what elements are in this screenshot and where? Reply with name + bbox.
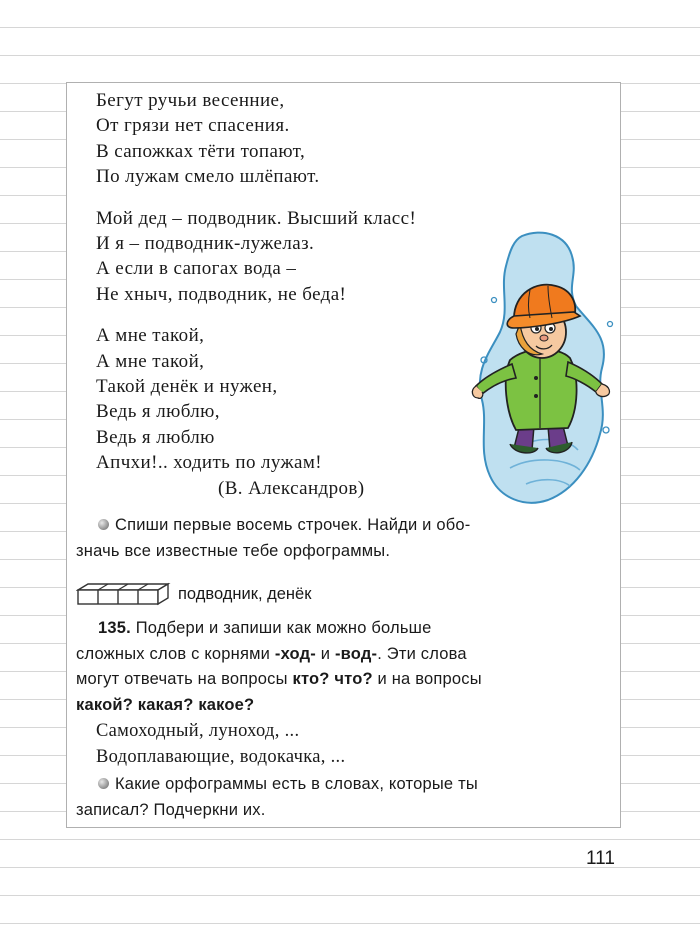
task-text: Спиши первые восемь строчек. Найди и обо- [115, 516, 471, 534]
task-text: значь все известные тебе орфограммы. [76, 541, 391, 560]
boy-in-puddle-illustration [470, 228, 618, 510]
exercise-text: Подбери и запиши как можно больше [135, 619, 432, 637]
task-copy-lines [76, 513, 616, 564]
dictionary-words: подводник, денёк [178, 585, 312, 603]
poem-line: А мне такой, [96, 350, 205, 372]
task-text: Какие орфограммы есть в словах, которые ты [115, 775, 478, 793]
poem-line: А мне такой, [96, 325, 205, 347]
poem-line: Бегут ручьи весенние, [96, 90, 285, 111]
exercise-number: 135. [98, 619, 131, 637]
poem-line: По лужам смело шлёпают. [96, 166, 320, 188]
poem-line: Ведь я люблю [96, 426, 215, 448]
question-words-1: кто? что? [292, 670, 373, 688]
exercise-text: сложных слов с корнями [76, 644, 275, 663]
poem-line: Не хныч, подводник, не беда! [96, 283, 347, 305]
exercise-text: . Эти слова [377, 644, 467, 663]
poem-line: От грязи нет спасения. [96, 115, 290, 137]
bullet-icon [98, 519, 109, 530]
bullet-icon [98, 778, 109, 789]
poem-line: И я – подводник-лужелаз. [96, 233, 315, 255]
poem-line: В сапожках тёти топают, [96, 140, 306, 162]
poem-line: Мой дед – подводник. Высший класс! [96, 207, 417, 229]
example-words [96, 718, 345, 770]
question-words-2: какой? какая? какое? [76, 695, 255, 714]
poem-stanza-1 [96, 88, 556, 190]
poem-line: Такой денёк и нужен, [96, 376, 278, 398]
task-orthograms [76, 772, 616, 823]
poem-line: А если в сапогах вода – [96, 258, 297, 280]
task-text: записал? Подчеркни их. [76, 800, 266, 819]
exercise-text: и на вопросы [372, 670, 482, 688]
page-number: 111 [586, 848, 615, 869]
poem-line: Апчхи!.. ходить по лужам! [96, 452, 323, 474]
example-line: Водоплавающие, водокачка, ... [96, 747, 346, 767]
dictionary-boxes-icon [76, 582, 171, 606]
exercise-text: могут отвечать на вопросы [76, 670, 293, 688]
example-line: Самоходный, луноход, ... [96, 721, 300, 741]
poem-author: (В. Александров) [218, 477, 365, 499]
exercise-text: и [315, 644, 335, 663]
root-hod: -ход- [274, 644, 316, 663]
exercise-135 [76, 616, 616, 718]
root-vod: -вод- [334, 644, 378, 663]
poem-line: Ведь я люблю, [96, 401, 220, 423]
